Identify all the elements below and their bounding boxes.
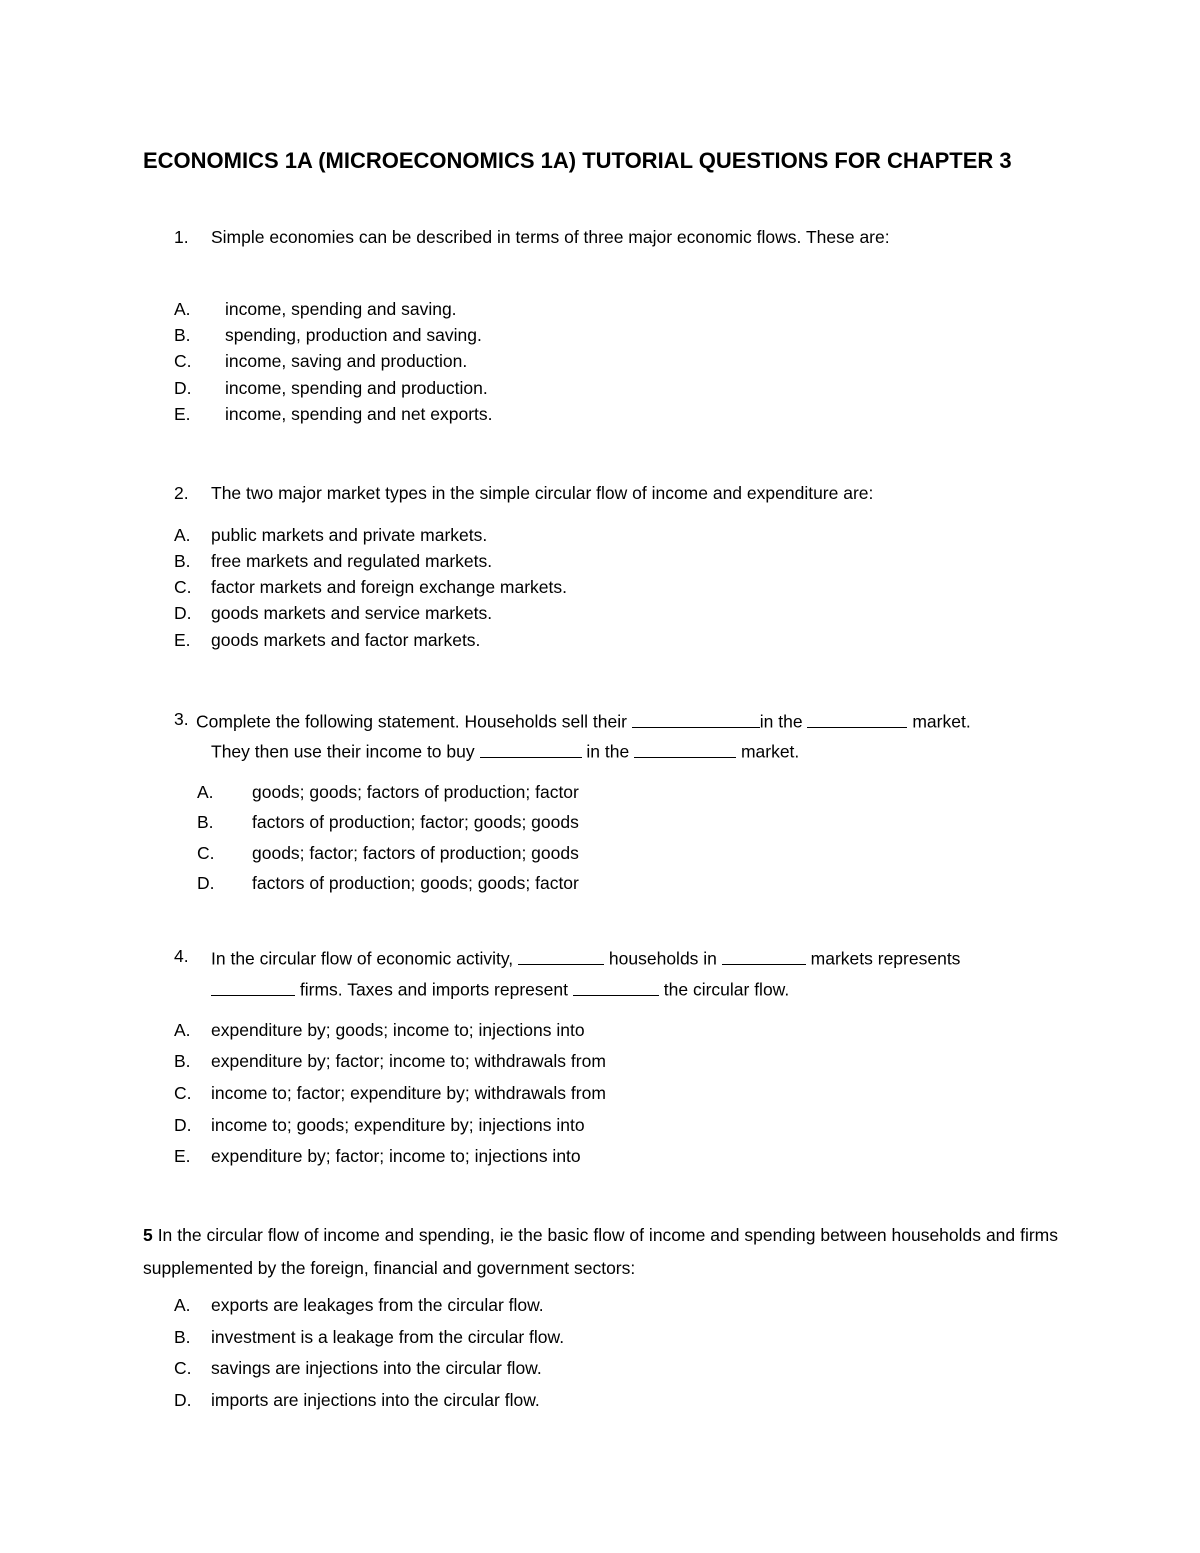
question-text: Complete the following statement. Households sell their xyxy=(196,711,627,732)
question-text: market. xyxy=(912,711,971,732)
option-text: income, saving and production. xyxy=(225,351,468,371)
option-letter: E. xyxy=(174,630,191,650)
option-text: goods; factor; factors of production; goods xyxy=(252,843,579,863)
option-letter: A. xyxy=(174,1295,191,1315)
option-text: factors of production; goods; goods; factor xyxy=(252,873,579,893)
option-text: free markets and regulated markets. xyxy=(211,551,493,571)
question-text: Simple economies can be described in terms of three major economic flows. These are: xyxy=(211,227,890,247)
option-letter: D. xyxy=(174,1390,192,1410)
answer-blank xyxy=(518,946,604,965)
question-text: They then use their income to buy xyxy=(211,741,475,762)
question-text: In the circular flow of economic activity, xyxy=(211,948,514,969)
answer-blank xyxy=(722,946,806,965)
question-paragraph xyxy=(143,1219,1058,1285)
answer-blank xyxy=(634,739,736,758)
question-text: The two major market types in the simple circular flow of income and expenditure are: xyxy=(211,483,874,503)
option-text: income to; goods; expenditure by; injections into xyxy=(211,1115,585,1135)
option-letter: C. xyxy=(197,843,215,863)
question-text: in the xyxy=(759,711,803,732)
option-text: income, spending and production. xyxy=(225,378,488,398)
question-line-1 xyxy=(211,946,960,970)
answer-blank xyxy=(807,709,907,728)
option-letter: D. xyxy=(174,1115,192,1135)
option-letter: A. xyxy=(197,782,214,802)
option-letter: B. xyxy=(174,1327,191,1347)
answer-blank xyxy=(573,977,659,996)
option-text: income, spending and saving. xyxy=(225,299,457,319)
option-letter: E. xyxy=(174,1146,191,1166)
option-text: goods markets and factor markets. xyxy=(211,630,481,650)
question-number: 1. xyxy=(174,227,189,247)
question-line-1 xyxy=(196,709,971,733)
option-text: goods; goods; factors of production; factor xyxy=(252,782,579,802)
option-letter: A. xyxy=(174,299,191,319)
option-letter: B. xyxy=(174,551,191,571)
question-number: 5 xyxy=(143,1225,153,1245)
option-letter: D. xyxy=(174,603,192,623)
option-letter: C. xyxy=(174,1358,192,1378)
question-number: 2. xyxy=(174,483,189,503)
option-text: savings are injections into the circular flow. xyxy=(211,1358,542,1378)
option-text: goods markets and service markets. xyxy=(211,603,493,623)
question-text: the circular flow. xyxy=(663,979,790,1000)
option-text: income, spending and net exports. xyxy=(225,404,493,424)
question-number: 3. xyxy=(174,709,189,729)
question-text: households in xyxy=(608,948,717,969)
option-letter: B. xyxy=(174,1051,191,1071)
option-letter: E. xyxy=(174,404,191,424)
answer-blank xyxy=(211,977,295,996)
option-letter: A. xyxy=(174,1020,191,1040)
question-text: firms. Taxes and imports represent xyxy=(299,979,568,1000)
option-letter: A. xyxy=(174,525,191,545)
option-text: expenditure by; factor; income to; injections into xyxy=(211,1146,581,1166)
option-text: imports are injections into the circular flow. xyxy=(211,1390,540,1410)
option-letter: D. xyxy=(174,378,192,398)
question-line-2 xyxy=(211,739,799,763)
question-text: In the circular flow of income and spending, ie the basic flow of income and spending between households and firms supplemented by the foreign, financial and government sectors: xyxy=(143,1225,1058,1278)
option-letter: C. xyxy=(174,1083,192,1103)
option-letter: C. xyxy=(174,577,192,597)
option-text: income to; factor; expenditure by; withdrawals from xyxy=(211,1083,606,1103)
option-text: exports are leakages from the circular flow. xyxy=(211,1295,544,1315)
option-text: investment is a leakage from the circular flow. xyxy=(211,1327,565,1347)
option-text: factor markets and foreign exchange markets. xyxy=(211,577,568,597)
answer-blank xyxy=(480,739,582,758)
option-letter: C. xyxy=(174,351,192,371)
option-text: expenditure by; goods; income to; injections into xyxy=(211,1020,585,1040)
option-text: expenditure by; factor; income to; withdrawals from xyxy=(211,1051,606,1071)
option-text: public markets and private markets. xyxy=(211,525,488,545)
page-title: ECONOMICS 1A (MICROECONOMICS 1A) TUTORIAL QUESTIONS FOR CHAPTER 3 xyxy=(143,148,1012,173)
question-number: 4. xyxy=(174,946,189,966)
question-line-2 xyxy=(211,977,789,1001)
question-text: market. xyxy=(740,741,800,762)
option-letter: B. xyxy=(174,325,191,345)
question-text: in the xyxy=(586,741,630,762)
option-text: factors of production; factor; goods; goods xyxy=(252,812,579,832)
option-text: spending, production and saving. xyxy=(225,325,482,345)
question-text: markets represents xyxy=(810,948,961,969)
option-letter: D. xyxy=(197,873,215,893)
answer-blank xyxy=(632,709,760,728)
option-letter: B. xyxy=(197,812,214,832)
